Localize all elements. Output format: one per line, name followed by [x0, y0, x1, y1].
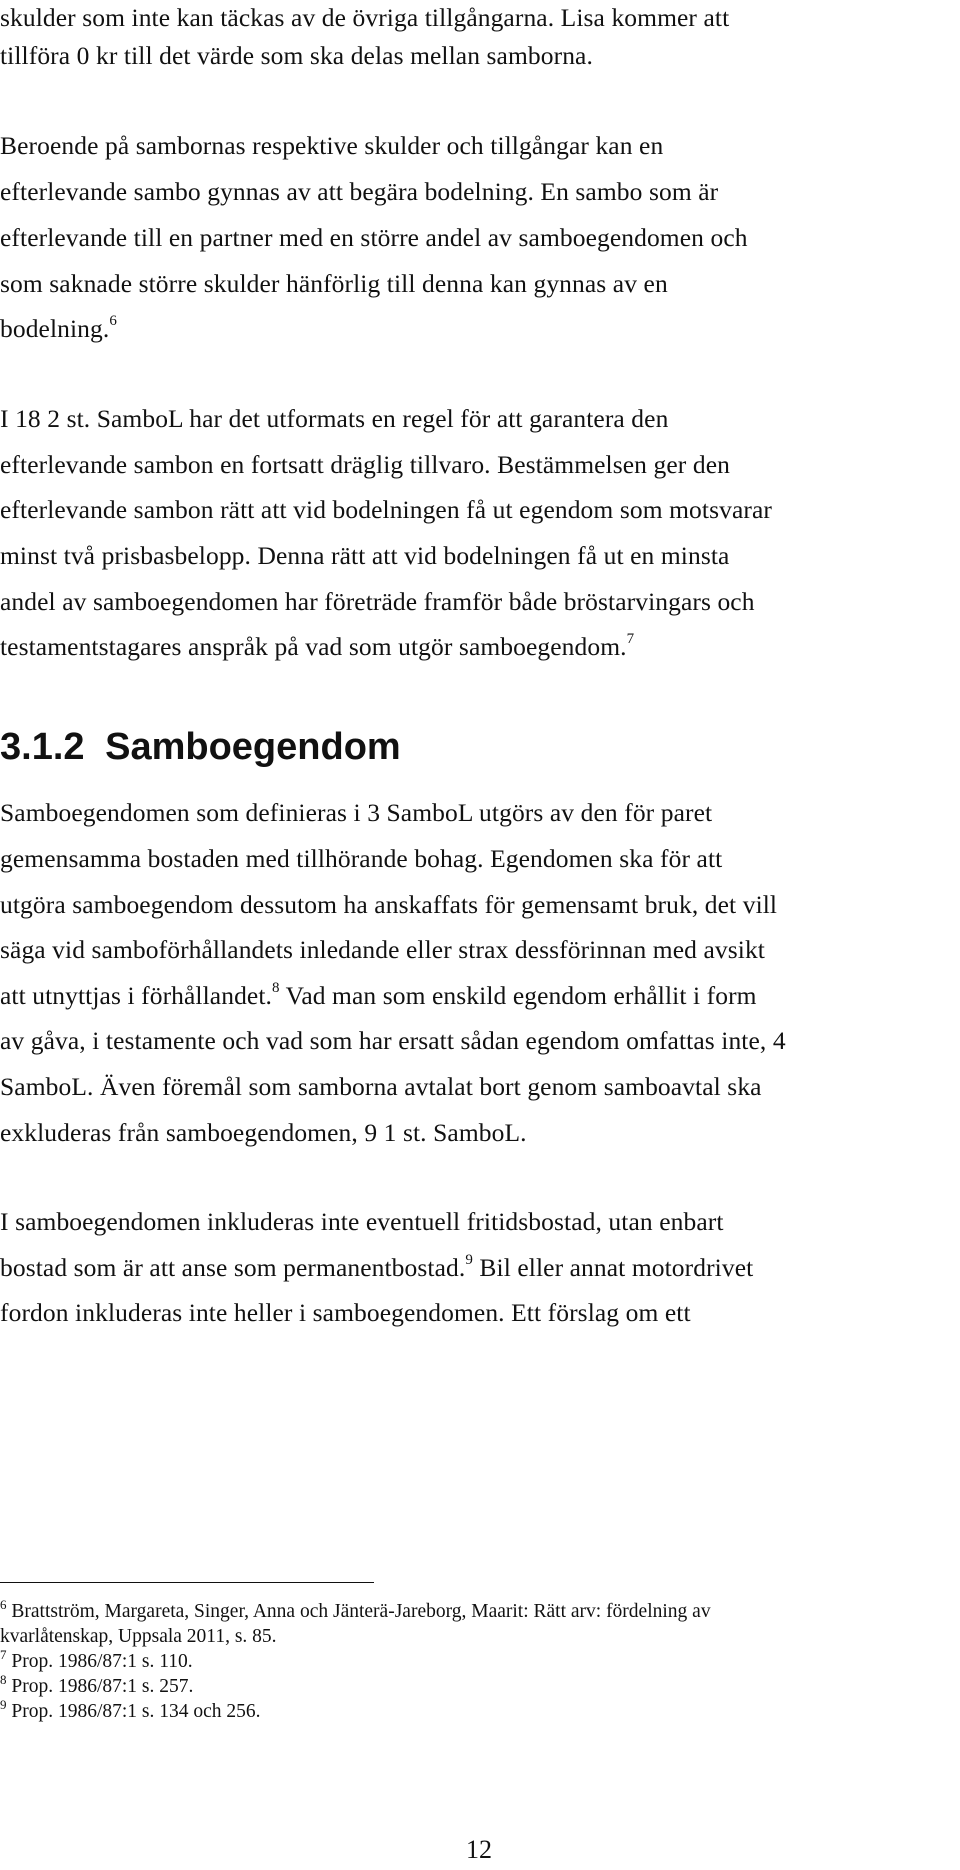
body-line-with-ref — [0, 631, 634, 663]
body-line: minst två prisbasbelopp. Denna rätt att vid bodelningen få ut en minsta — [0, 541, 730, 570]
body-line: gemensamma bostaden med tillhörande bohag. Egendomen ska för att — [0, 844, 723, 873]
footnote-text: Brattström, Margareta, Singer, Anna och Jänterä-Jareborg, Maarit: Rätt arv: fördelning av — [11, 1601, 711, 1622]
body-line: SamboL. Även föremål som samborna avtalat bort genom samboavtal ska — [0, 1072, 762, 1101]
page-number: 12 — [466, 1835, 492, 1864]
body-line: I 18 2 st. SamboL har det utformats en regel för att garantera den — [0, 404, 669, 433]
body-line-with-ref — [0, 980, 757, 1012]
body-line: fordon inkluderas inte heller i samboegendomen. Ett förslag om ett — [0, 1298, 691, 1327]
body-text: Vad man som enskild egendom erhållit i form — [279, 981, 757, 1010]
body-line: andel av samboegendomen har företräde framför både bröstarvingars och — [0, 587, 755, 616]
body-line: efterlevande till en partner med en större andel av samboegendomen och — [0, 223, 748, 252]
body-text: att utnyttjas i förhållandet. — [0, 981, 272, 1010]
body-line: säga vid samboförhållandets inledande eller strax dessförinnan med avsikt — [0, 935, 765, 964]
footnote-text: Prop. 1986/87:1 s. 257. — [11, 1676, 194, 1697]
body-line: av gåva, i testamente och vad som har ersatt sådan egendom omfattas inte, 4 — [0, 1026, 786, 1055]
body-line: Beroende på sambornas respektive skulder och tillgångar kan en — [0, 131, 664, 160]
body-line: efterlevande sambon rätt att vid bodelningen få ut egendom som motsvarar — [0, 495, 772, 524]
body-line-with-ref — [0, 313, 117, 345]
footnote-marker: 6 — [0, 1597, 7, 1612]
footnote-9 — [0, 1697, 261, 1724]
body-text: bostad som är att anse som permanentbostad. — [0, 1253, 466, 1282]
body-text: Bil eller annat motordrivet — [472, 1253, 754, 1282]
footnote-6-continuation: kvarlåtenskap, Uppsala 2011, s. 85. — [0, 1626, 277, 1647]
body-line: Samboegendomen som definieras i 3 SamboL utgörs av den för paret — [0, 798, 713, 827]
body-line: tillföra 0 kr till det värde som ska delas mellan samborna. — [0, 41, 593, 70]
body-line-with-ref — [0, 1252, 753, 1284]
footnote-ref-7: 7 — [626, 631, 635, 647]
footnote-7 — [0, 1647, 193, 1674]
body-line: utgöra samboegendom dessutom ha anskaffats för gemensamt bruk, det vill — [0, 890, 778, 919]
footnote-8 — [0, 1672, 194, 1699]
body-line: efterlevande sambo gynnas av att begära bodelning. En sambo som är — [0, 177, 719, 206]
footnote-separator — [0, 1582, 374, 1583]
footnote-ref-9: 9 — [465, 1252, 473, 1268]
footnote-ref-8: 8 — [272, 980, 280, 996]
footnote-marker: 8 — [0, 1672, 7, 1687]
footnote-6 — [0, 1597, 711, 1624]
section-number: 3.1.2 — [0, 726, 85, 768]
body-line: efterlevande sambon en fortsatt dräglig tillvaro. Bestämmelsen ger den — [0, 450, 730, 479]
footnote-marker: 9 — [0, 1697, 7, 1712]
section-title: Samboegendom — [105, 726, 401, 768]
footnote-marker: 7 — [0, 1647, 7, 1662]
body-line: skulder som inte kan täckas av de övriga tillgångarna. Lisa kommer att — [0, 3, 730, 32]
body-line: I samboegendomen inkluderas inte eventuell fritidsbostad, utan enbart — [0, 1207, 724, 1236]
body-line: exkluderas från samboegendomen, 9 1 st. SamboL. — [0, 1118, 527, 1147]
body-line: som saknade större skulder hänförlig till denna kan gynnas av en — [0, 269, 668, 298]
section-heading — [0, 724, 401, 770]
footnote-text: Prop. 1986/87:1 s. 110. — [11, 1651, 193, 1672]
body-text: testamentstagares anspråk på vad som utgör samboegendom. — [0, 632, 627, 661]
footnote-ref-6: 6 — [109, 313, 117, 329]
footnote-text: Prop. 1986/87:1 s. 134 och 256. — [11, 1701, 261, 1722]
body-text: bodelning. — [0, 314, 110, 343]
